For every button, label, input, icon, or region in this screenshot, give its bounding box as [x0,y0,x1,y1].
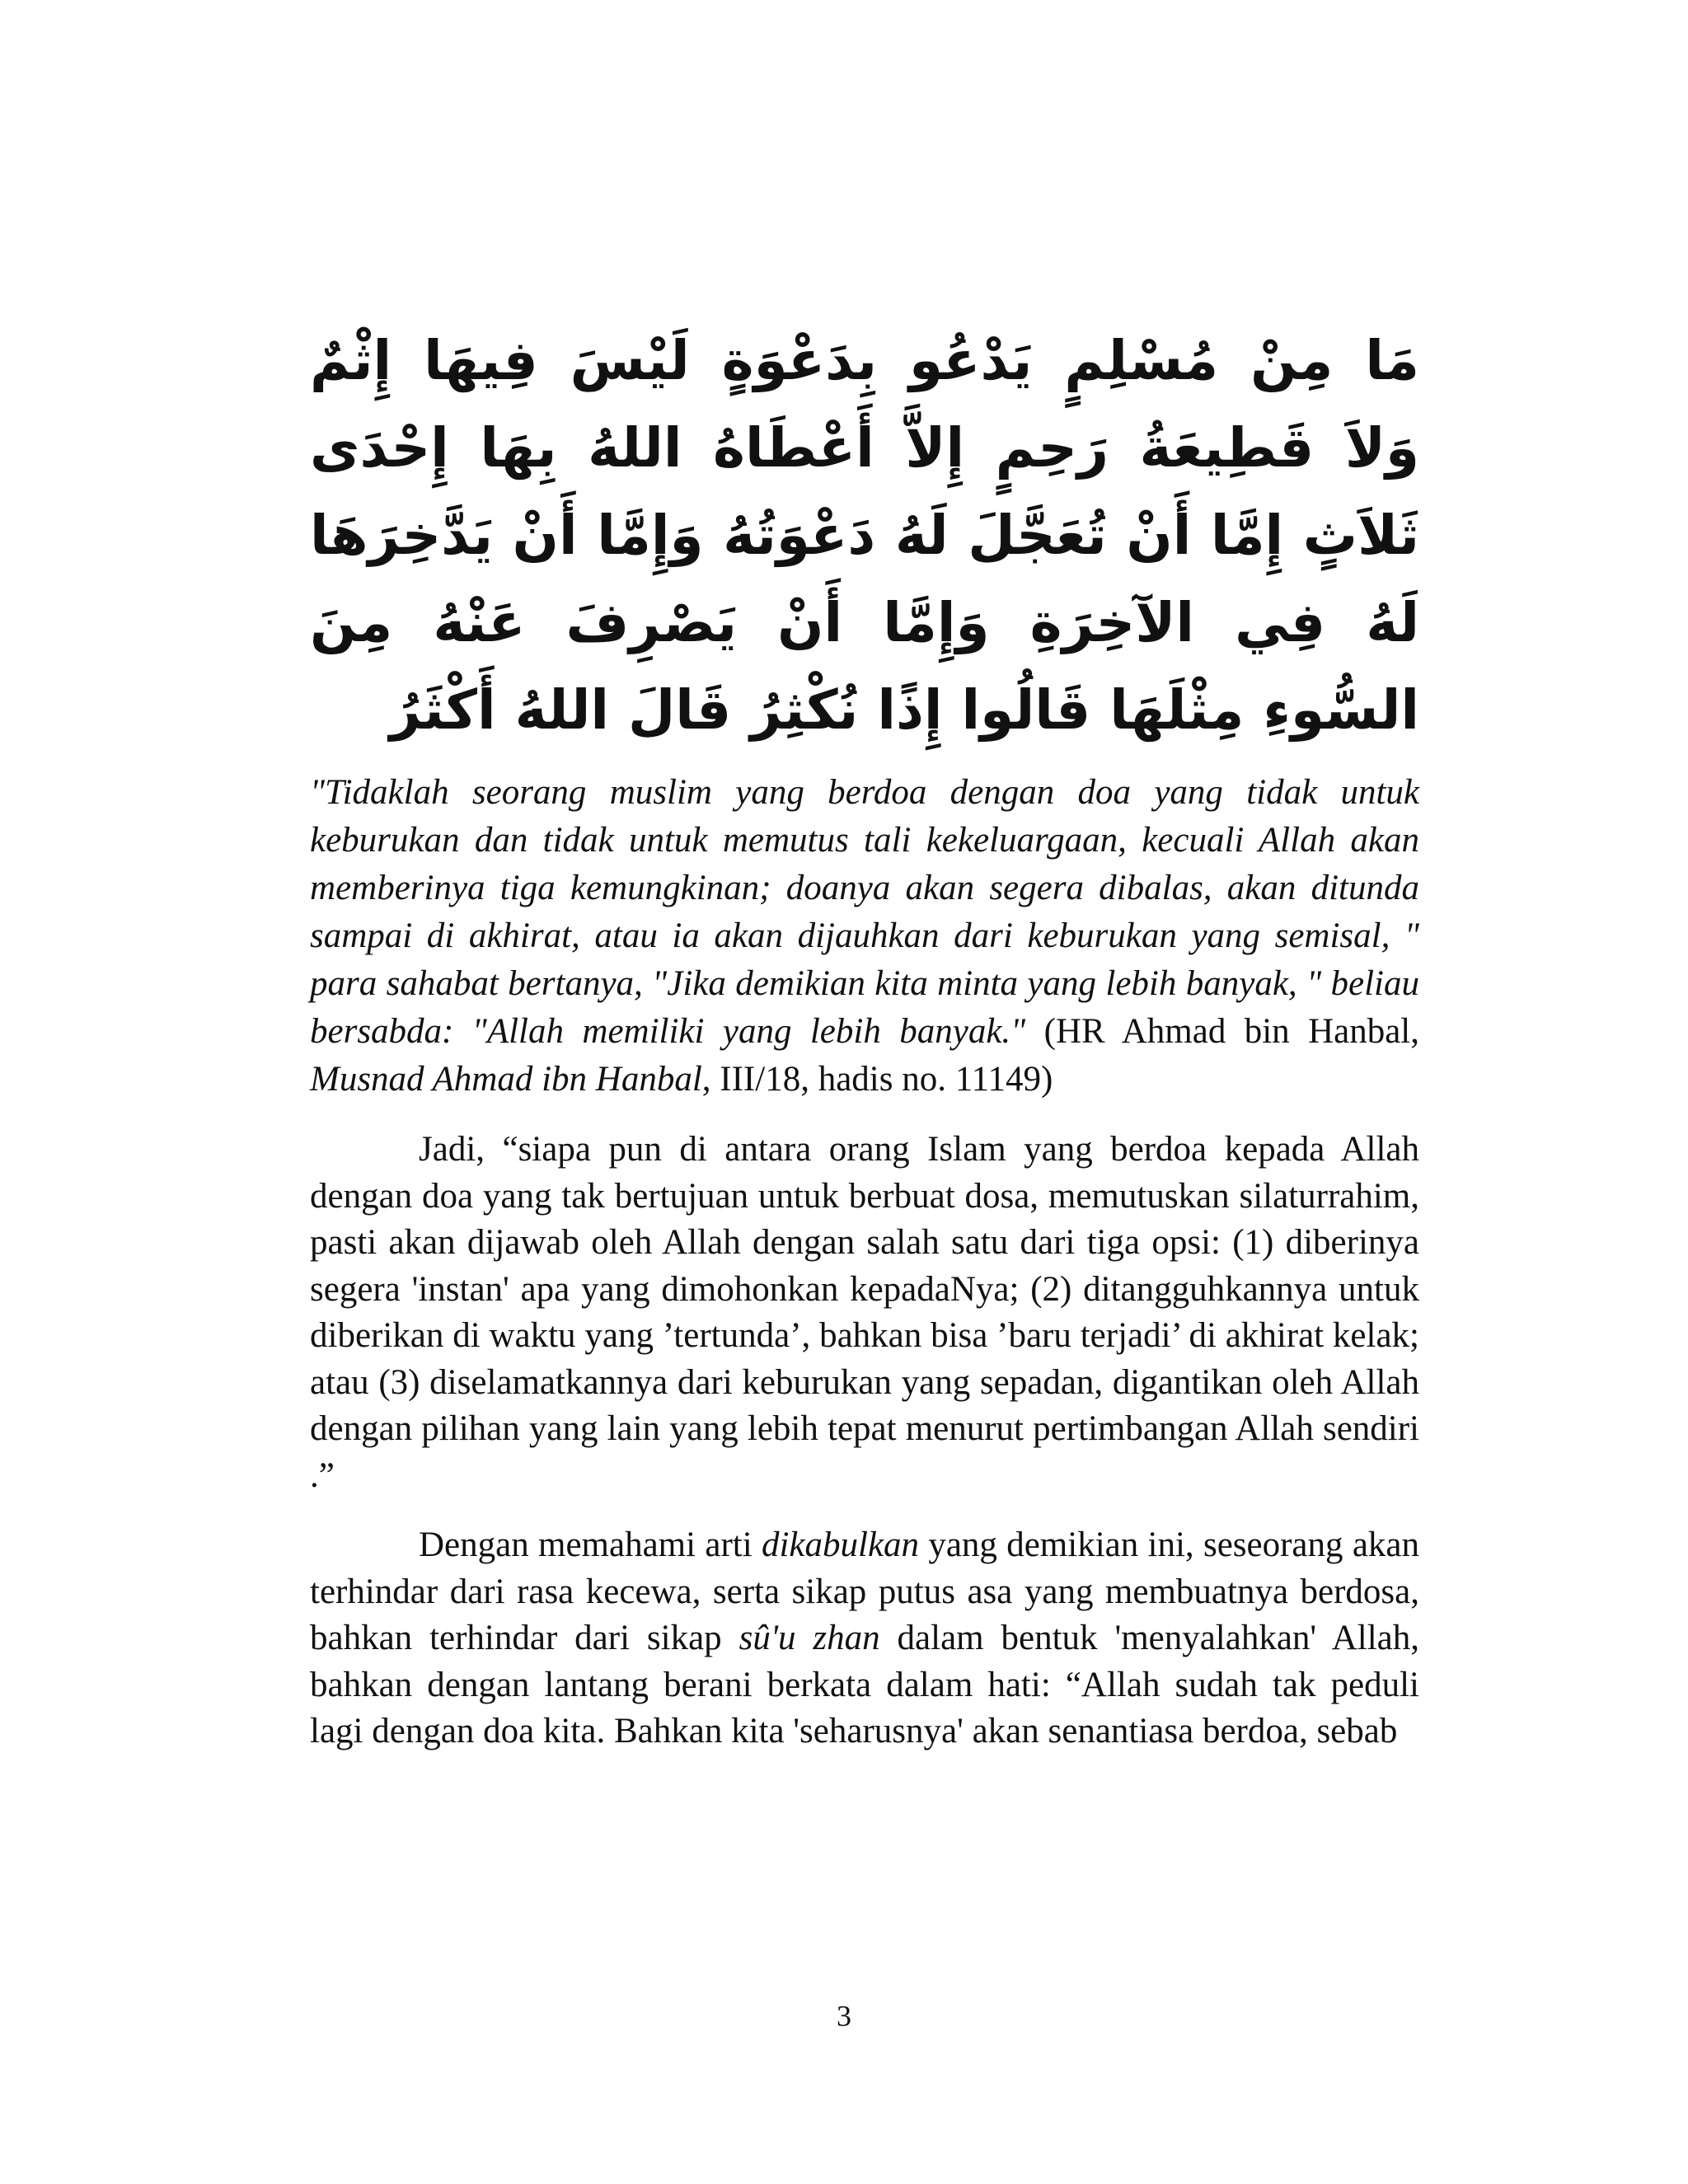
paragraph2-part2: yang demikian ini, seseorang akan terhindar dari rasa kecewa, serta sikap putus asa yang membuatnya berdosa, bahkan terhindar dari sikap [310,1526,1419,1657]
paragraph2-part1: Dengan memahami arti [419,1526,762,1564]
term-dikabulkan: dikabulkan [761,1526,920,1564]
page-number: 3 [837,1999,851,2032]
term-suu-zhan: sû'u zhan [738,1619,880,1657]
page-content [310,317,1419,1755]
hadith-arabic-text: مَا مِنْ مُسْلِمٍ يَدْعُو بِدَعْوَةٍ لَيْسَ فِيهَا إِثْمٌ وَلاَ قَطِيعَةُ رَحِمٍ إِلاَّ أَعْطَاهُ اللهُ بِهَا إِحْدَى ثَلاَثٍ إِمَّا أَنْ تُعَجَّلَ لَهُ دَعْوَتُهُ وَإِمَّا أَنْ يَدَّخِرَهَا لَهُ فِي الآخِرَةِ وَإِمَّا أَنْ يَصْرِفَ عَنْهُ مِنَ السُّوءِ مِثْلَهَا قَالُوا إِذًا نُكْثِرُ قَالَ اللهُ أَكْثَرُ [310,329,1419,742]
paragraph2-part3: dalam bentuk 'menyalahkan' Allah, bahkan dengan lantang berani berkata dalam hati: “Allah sudah tak peduli lagi dengan doa kita. Bahkan kita 'seharusnya' akan senantiasa berdoa, sebab [310,1619,1419,1750]
citation-prefix: (HR Ahmad bin Hanbal, [1025,1012,1419,1051]
body-paragraph-1: Jadi, “siapa pun di antara orang Islam yang berdoa kepada Allah dengan doa yang tak bertujuan untuk berbuat dosa, memutuskan silaturrahim, pasti akan dijawab oleh Allah dengan salah satu dari tiga opsi: (1) diberinya segera 'instan' apa yang dimohonkan kepadaNya; (2) ditangguhkannya untuk diberikan di waktu yang ’tertunda’, bahkan bisa ’baru terjadi’ di akhirat kelak; atau (3) diselamatkannya dari keburukan yang sepadan, digantikan oleh Allah dengan pilihan yang lain yang lebih tepat menurut pertimbangan Allah sendiri .” [310,1130,1419,1495]
citation-book-title: Musnad Ahmad ibn Hanbal [310,1060,702,1099]
hadith-translation [310,769,1419,1104]
body-paragraph-2 [310,1522,1419,1755]
citation-suffix: , III/18, hadis no. 11149) [701,1060,1053,1099]
translation-quote: "Tidaklah seorang muslim yang berdoa dengan doa yang tidak untuk keburukan dan tidak untuk memutus tali kekeluargaan, kecuali Allah akan memberinya tiga kemungkinan; doanya akan segera dibalas, akan ditunda sampai di akhirat, atau ia akan dijauhkan dari keburukan yang semisal, " para sahabat bertanya, "Jika demikian kita minta yang lebih banyak, " beliau bersabda: "Allah memiliki yang lebih banyak." [310,773,1419,1051]
